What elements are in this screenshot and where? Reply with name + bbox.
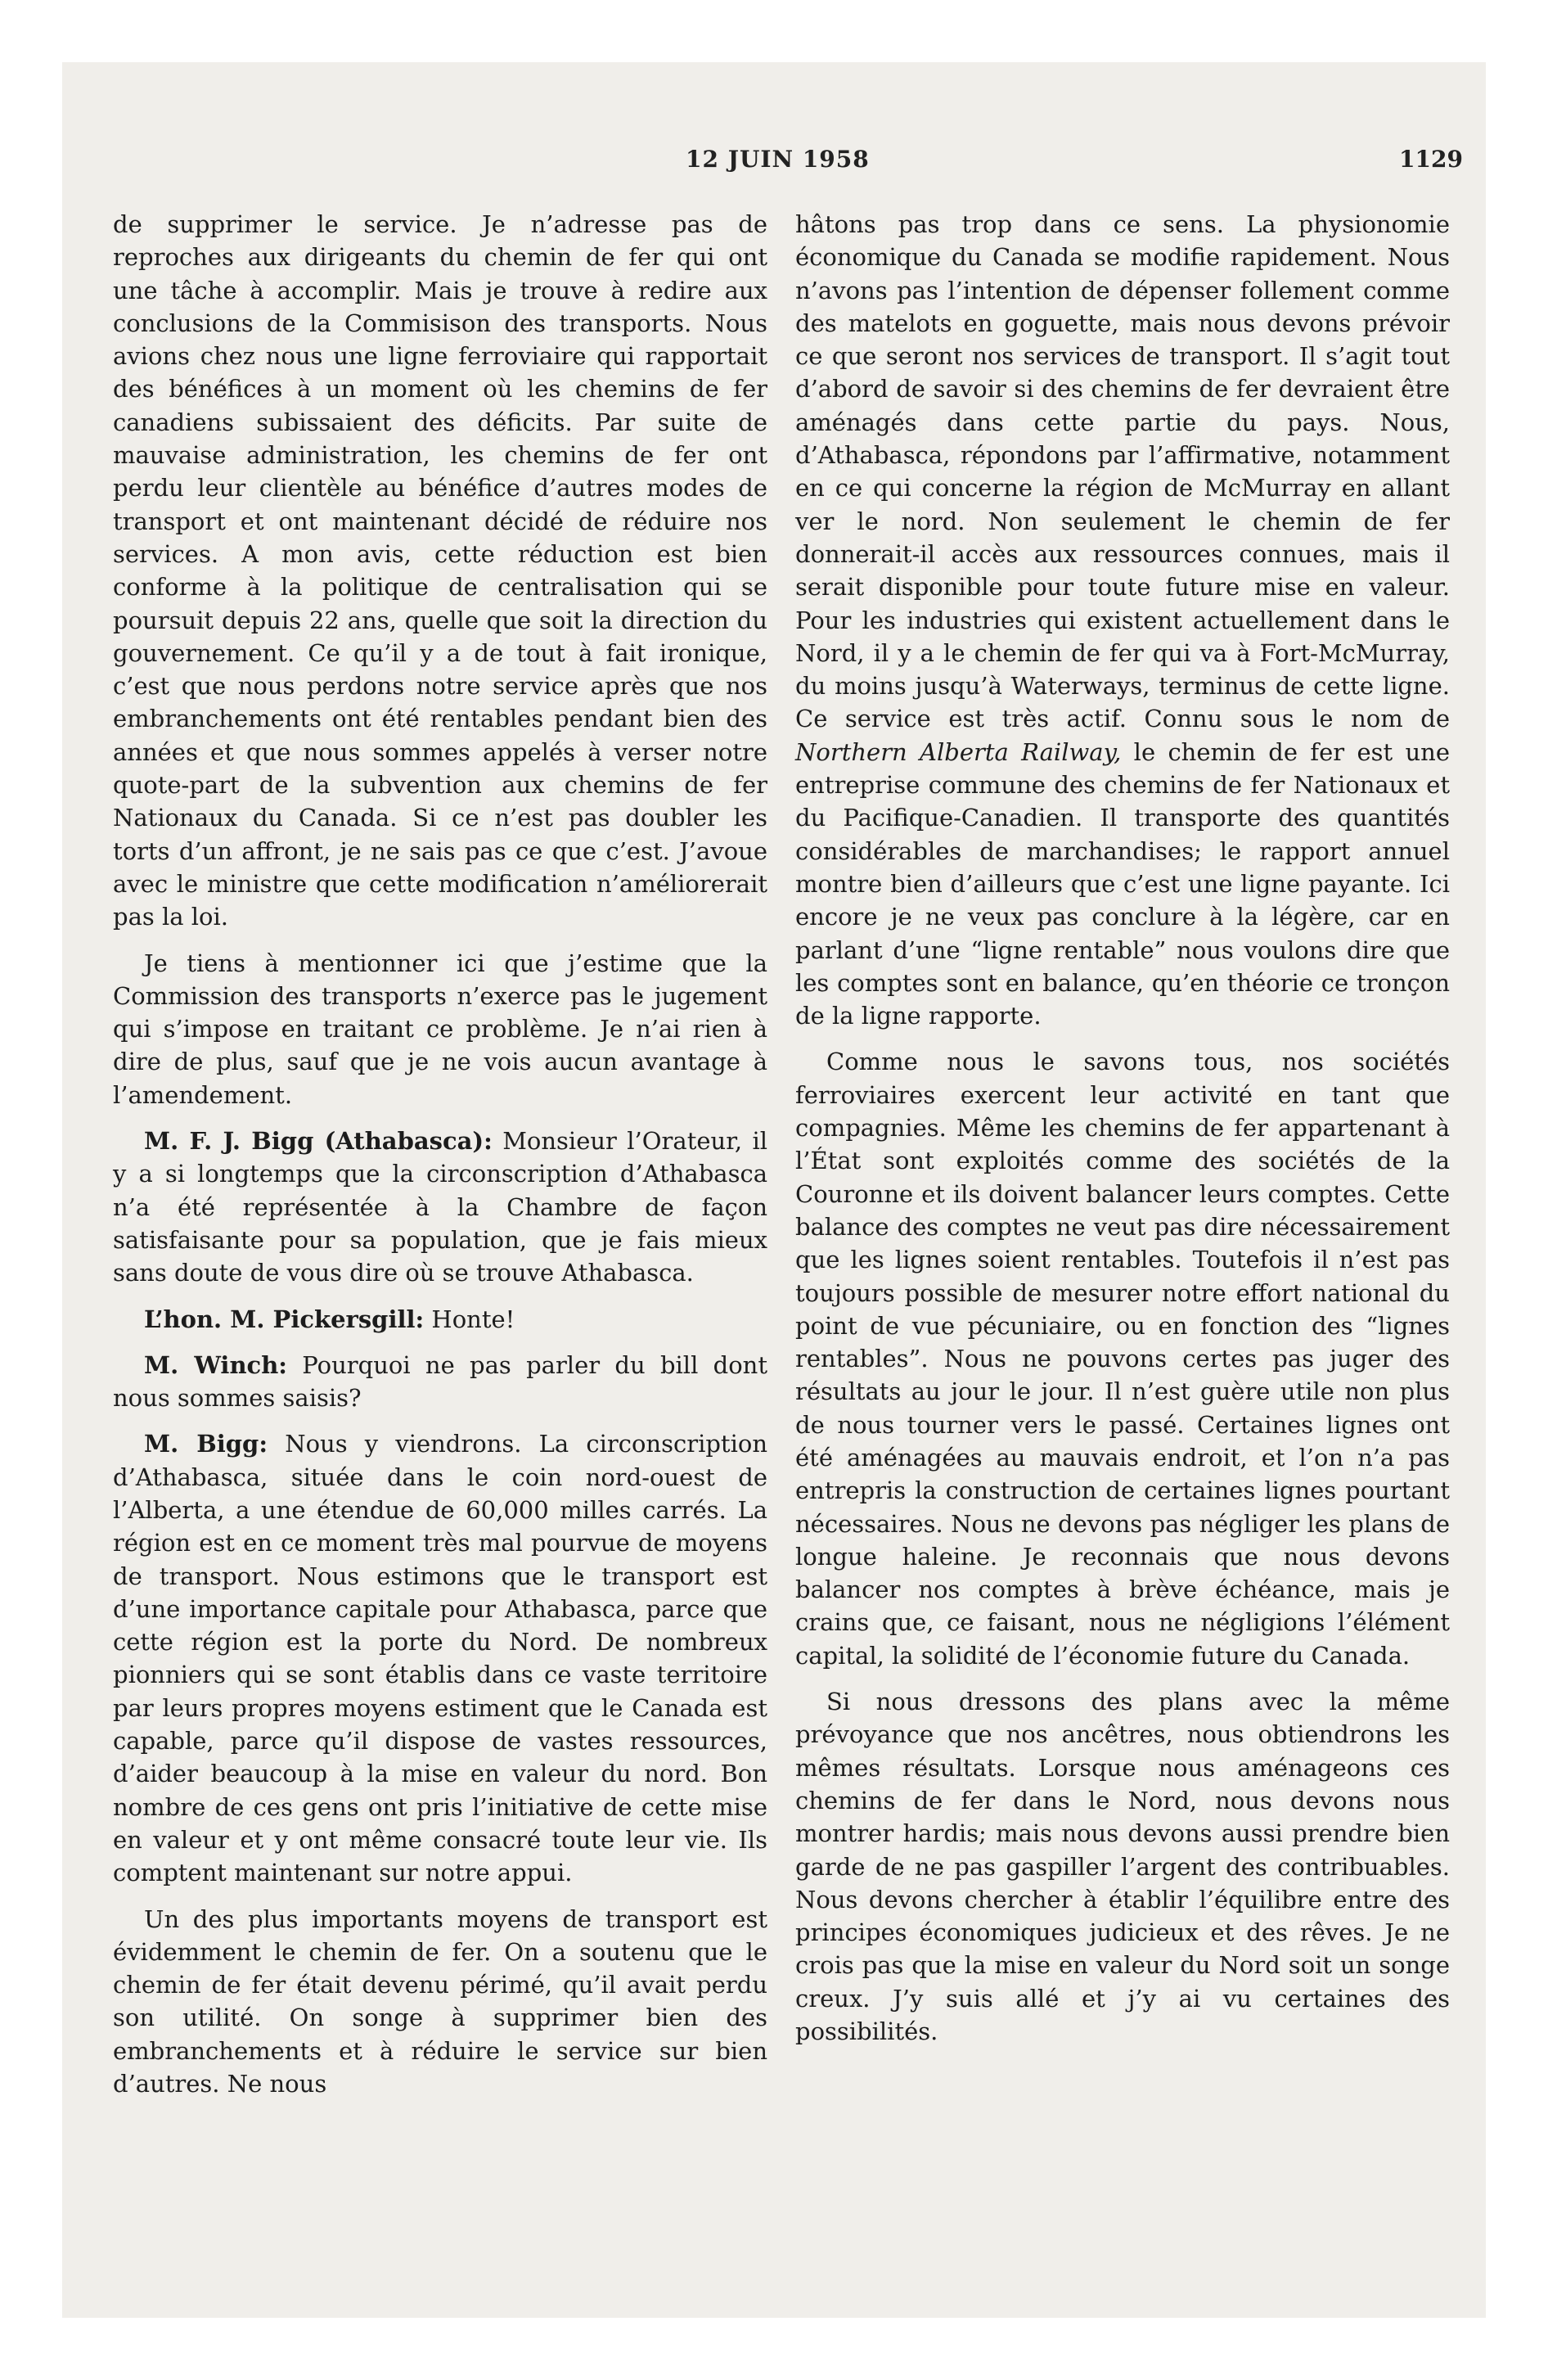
speech: [113, 1427, 767, 1889]
speaker-name: L’hon. M. Pickersgill:: [144, 1305, 425, 1333]
paragraph-text: Comme nous le savons tous, nos sociétés ferroviaires exercent leur activité en tant que compagnies. Même les chemins de fer appartenant à l’État sont exploités comme des sociétés de la Couronne et ils doivent balancer leurs comptes. Cette balance des comptes ne veut pas dire nécessairement que les lignes soient rentables. Toutefois il n’est pas toujours possible de mesurer notre effort national du point de vue pécuniaire, ou en fonction des “lignes rentables”. Nous ne pouvons certes pas juger des résultats au jour le jour. Il n’est guère utile non plus de nous tourner vers le passé. Certaines lignes ont été aménagées au mauvais endroit, et l’on n’a pas entrepris la construction de certaines lignes pourtant nécessaires. Nous ne devons pas négliger les plans de longue haleine. Je reconnais que nous devons balancer nos comptes à brève échéance, mais je crains que, ce faisant, nous ne négligions l’élément capital, la solidité de l’économie future du Canada.: [795, 1048, 1450, 1670]
speech: [113, 1349, 767, 1415]
speech: [113, 1125, 767, 1289]
speaker-name: M. Bigg:: [144, 1430, 268, 1458]
speaker-name: M. F. J. Bigg (Athabasca):: [144, 1127, 493, 1156]
paragraph: [795, 1045, 1450, 1672]
left-column: [113, 208, 767, 2113]
paragraph: [113, 947, 767, 1111]
paragraph: [795, 1685, 1450, 2048]
header-date: 12 JUIN 1958: [686, 146, 870, 173]
page-number: 1129: [1399, 146, 1463, 173]
page-header: [0, 146, 1548, 187]
paragraph-text: hâtons pas trop dans ce sens. La physionomie économique du Canada se modifie rapidement. Nous n’avons pas l’intention de dépenser follement comme des matelots en goguette, mais nous devons prévoir ce que seront nos services de transport. Il s’agit tout d’abord de savoir si des chemins de fer devraient être aménagés dans cette partie du pays. Nous, d’Athabasca, répondons par l’affirmative, notamment en ce qui concerne la région de McMurray en allant ver le nord. Non seulement le chemin de fer donnerait-il accès aux ressources connues, mais il serait disponible pour toute future mise en valeur. Pour les industries qui existent actuellement dans le Nord, il y a le chemin de fer qui va à Fort-McMurray, du moins jusqu’à Waterways, terminus de cette ligne. Ce service est très actif. Connu sous le nom de: [795, 210, 1450, 733]
speaker-name: M. Winch:: [144, 1350, 287, 1379]
paragraph-text: le chemin de fer est une entreprise commune des chemins de fer Nationaux et du Pacifique-Canadien. Il transporte des quantités considérables de marchandises; le rapport annuel montre bien d’ailleurs que c’est une ligne payante. Ici encore je ne veux pas conclure à la légère, car en parlant d’une “ligne rentable” nous voulons dire que les comptes sont en balance, qu’en théorie ce tronçon de la ligne rapporte.: [795, 737, 1450, 1030]
right-column: [795, 208, 1450, 2061]
paragraph: [113, 1903, 767, 2101]
paragraph-text: Un des plus importants moyens de transport est évidemment le chemin de fer. On a soutenu que le chemin de fer était devenu périmé, qu’il avait perdu son utilité. On songe à supprimer bien des embranchements et à réduire le service sur bien d’autres. Ne nous: [113, 1904, 767, 2098]
paragraph-text: Si nous dressons des plans avec la même prévoyance que nos ancêtres, nous obtiendrons les mêmes résultats. Lorsque nous aménageons ces chemins de fer dans le Nord, nous devons nous montrer hardis; mais nous devons aussi prendre bien garde de ne pas gaspiller l’argent des contribuables. Nous devons chercher à établir l’équilibre entre des principes économiques judicieux et des rêves. Je ne crois pas que la mise en valeur du Nord soit un songe creux. J’y suis allé et j’y ai vu certaines des possibilités.: [795, 1688, 1450, 2046]
paragraph-text: Je tiens à mentionner ici que j’estime que la Commission des transports n’exerce pas le jugement qui s’impose en traitant ce problème. Je n’ai rien à dire de plus, sauf que je ne vois aucun avantage à l’amendement.: [113, 949, 767, 1109]
paragraph: [795, 208, 1450, 1032]
paragraph-text: de supprimer le service. Je n’adresse pas de reproches aux dirigeants du chemin de fer qui ont une tâche à accomplir. Mais je trouve à redire aux conclusions de la Commisison des transports. Nous avions chez nous une ligne ferroviaire qui rapportait des bénéfices à un moment où les chemins de fer canadiens subissaient des déficits. Par suite de mauvaise administration, les chemins de fer ont perdu leur clientèle au bénéfice d’autres modes de transport et ont maintenant décidé de réduire nos services. A mon avis, cette réduction est bien conforme à la politique de centralisation qui se poursuit depuis 22 ans, quelle que soit la direction du gouvernement. Ce qu’il y a de tout à fait ironique, c’est que nous perdons notre service après que nos embranchements ont été rentables pendant bien des années et que nous sommes appelés à verser notre quote-part de la subvention aux chemins de fer Nationaux du Canada. Si ce n’est pas doubler les torts d’un affront, je ne sais pas ce que c’est. J’avoue avec le ministre que cette modification n’améliorerait pas la loi.: [113, 210, 767, 931]
speech-text: Honte!: [431, 1305, 515, 1333]
speech: [113, 1303, 767, 1336]
speech-text: Pourquoi ne pas parler du bill dont nous sommes saisis?: [113, 1350, 767, 1413]
speech-text: Nous y viendrons. La circonscription d’Athabasca, située dans le coin nord-ouest de l’Alberta, a une étendue de 60,000 milles carrés. La région est en ce moment très mal pourvue de moyens de transport. Nous estimons que le transport est d’une importance capitale pour Athabasca, parce que cette région est la porte du Nord. De nombreux pionniers qui se sont établis dans ce vaste territoire par leurs propres moyens estiment que le Canada est capable, parce qu’il dispose de vastes ressources, d’aider beaucoup à la mise en valeur du nord. Bon nombre de ces gens ont pris l’initiative de cette mise en valeur et y ont même consacré toute leur vie. Ils comptent maintenant sur notre appui.: [113, 1430, 767, 1887]
paragraph: [113, 208, 767, 934]
railway-name: Northern Alberta Railway,: [795, 737, 1122, 766]
speech-text: Monsieur l’Orateur, il y a si longtemps que la circonscription d’Athabasca n’a été représentée à la Chambre de façon satisfaisante pour sa population, que je fais mieux sans doute de vous dire où se trouve Athabasca.: [113, 1127, 767, 1287]
